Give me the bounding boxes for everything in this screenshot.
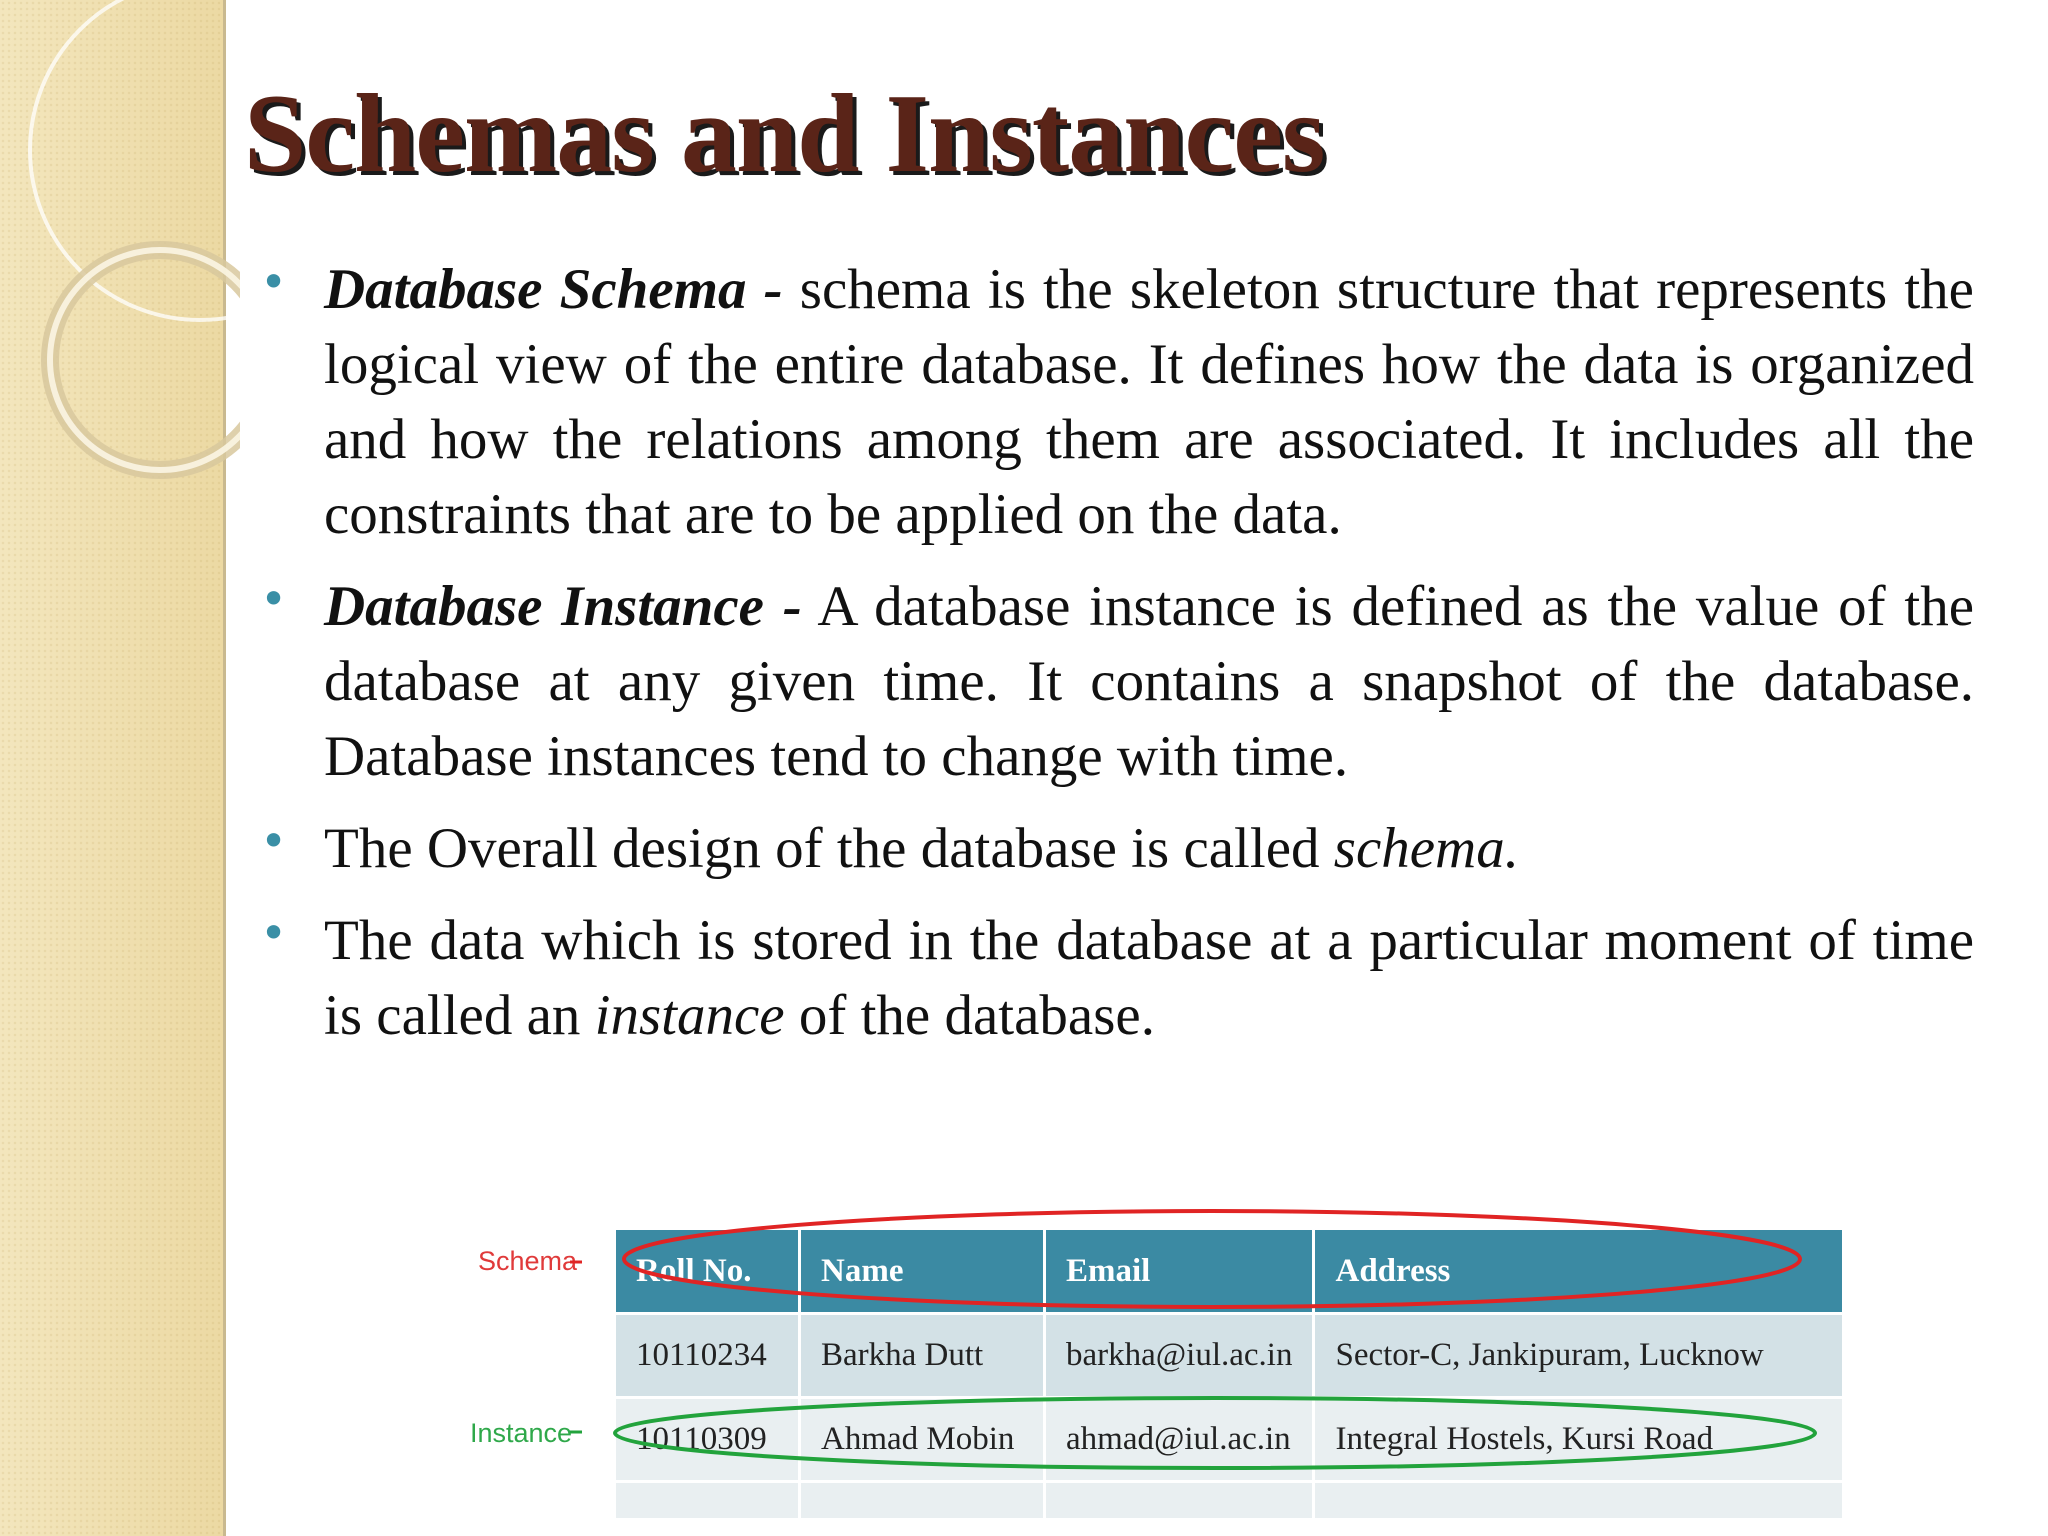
column-header-name: Name — [801, 1230, 1046, 1312]
bullet-list — [258, 252, 1974, 1070]
instance-label: Instance — [470, 1418, 573, 1448]
cell-name: Barkha Dutt — [801, 1312, 1046, 1396]
table-row — [616, 1312, 1842, 1396]
bullet-overall-design — [258, 811, 1974, 886]
cell-empty — [1046, 1480, 1315, 1518]
bullet-text: The data which is stored in the database at a particular moment of time is called an — [324, 909, 1974, 1047]
cell-empty — [801, 1480, 1046, 1518]
bullet-dot-icon: • — [260, 255, 288, 309]
bullet-dot-icon: • — [260, 814, 288, 868]
schema-label: Schema — [478, 1246, 578, 1276]
cell-email: ahmad@iul.ac.in — [1046, 1396, 1315, 1480]
term-database-instance: Database Instance - — [324, 575, 802, 638]
emphasis-schema: schema. — [1333, 817, 1519, 880]
table-row-empty — [616, 1480, 1842, 1518]
bullet-text: schema is the skeleton structure that represents the logical view of the entire database. It defines how the data is organized and how the relations among them are associated. It includes all the constraints that are to be applied on the data. — [324, 258, 1974, 546]
column-header-email: Email — [1046, 1230, 1315, 1312]
example-table — [616, 1230, 1842, 1518]
bullet-text: A database instance is defined as the value of the database at any given time. It contains a snapshot of the database. Database instances tend to change with time. — [324, 575, 1974, 788]
column-header-roll-no: Roll No. — [616, 1230, 801, 1312]
emphasis-instance: instance — [594, 984, 785, 1047]
cell-name: Ahmad Mobin — [801, 1396, 1046, 1480]
bullet-text: The Overall design of the database is called — [324, 817, 1334, 880]
cell-email: barkha@iul.ac.in — [1046, 1312, 1315, 1396]
cell-empty — [1315, 1480, 1842, 1518]
cell-address: Integral Hostels, Kursi Road — [1315, 1396, 1842, 1480]
schema-instance-example — [470, 1200, 1870, 1520]
cell-address: Sector-C, Jankipuram, Lucknow — [1315, 1312, 1842, 1396]
table-row — [616, 1396, 1842, 1480]
slide-title: Schemas and Instances — [244, 72, 1325, 196]
column-header-address: Address — [1315, 1230, 1842, 1312]
bullet-dot-icon: • — [260, 906, 288, 960]
cell-roll-no: 10110234 — [616, 1312, 801, 1396]
term-database-schema: Database Schema - — [324, 258, 783, 321]
decorative-side-strip — [0, 0, 226, 1536]
cell-empty — [616, 1480, 801, 1518]
bullet-text-after: of the database. — [784, 984, 1155, 1047]
table-header-row — [616, 1230, 1842, 1312]
bullet-database-schema — [258, 252, 1974, 552]
bullet-database-instance — [258, 569, 1974, 794]
bullet-dot-icon: • — [260, 572, 288, 626]
cell-roll-no: 10110309 — [616, 1396, 801, 1480]
bullet-stored-data — [258, 903, 1974, 1053]
